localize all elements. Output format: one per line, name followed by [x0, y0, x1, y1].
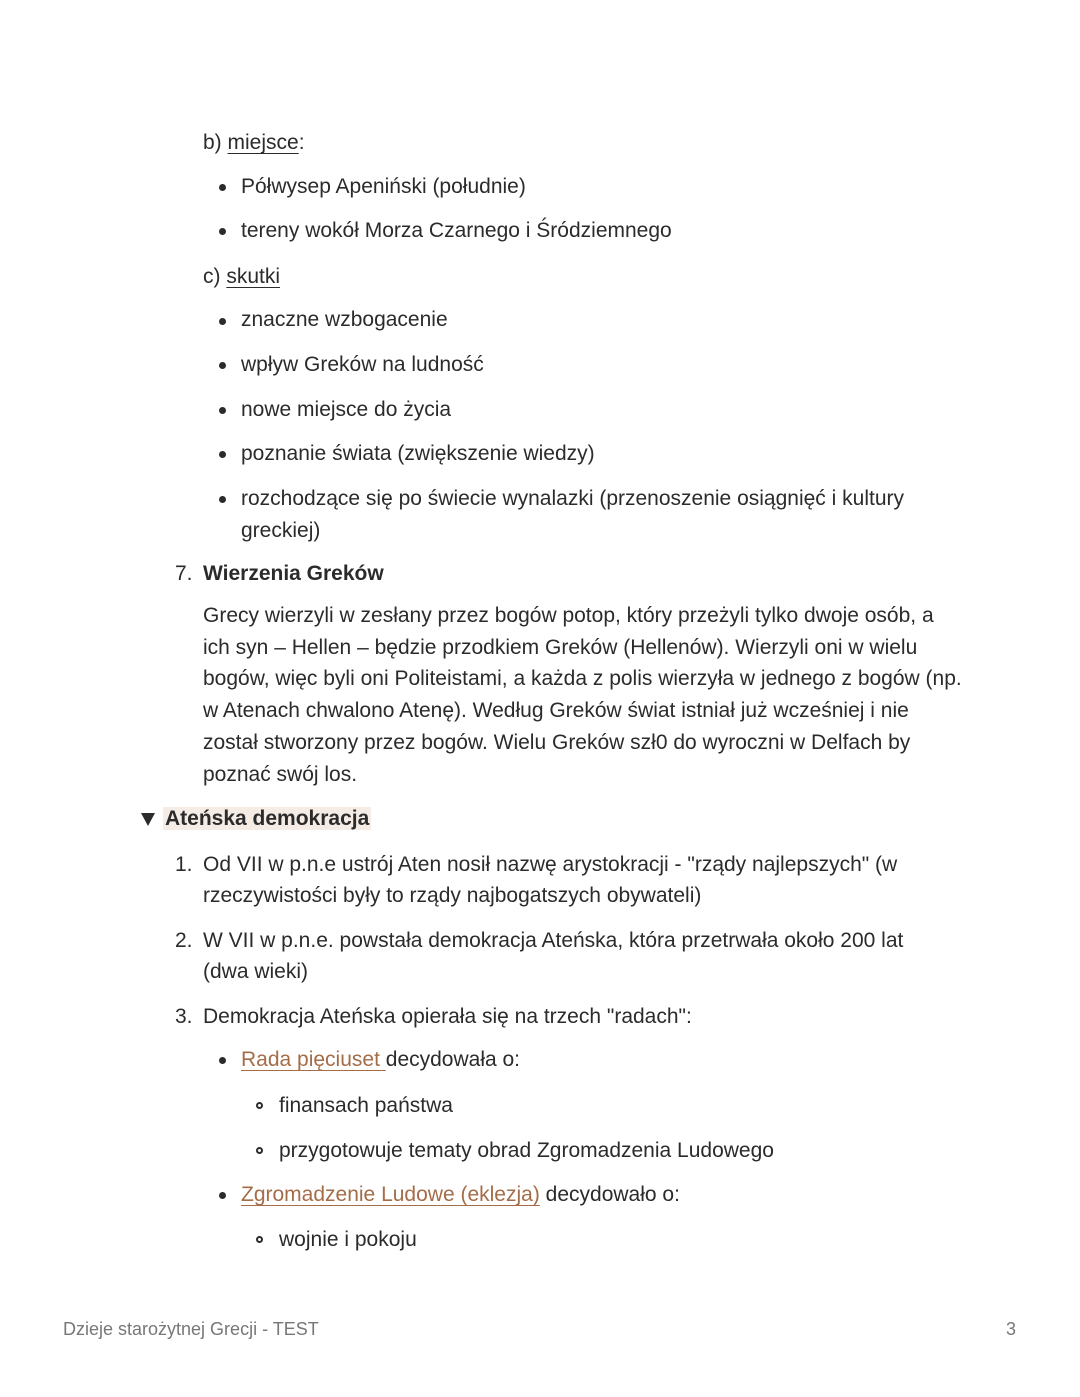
numbered-item-line: W VII w p.n.e. powstała demokracja Ateńska, która przetrwała około 200 lat	[203, 929, 904, 952]
bullet-icon	[219, 451, 226, 458]
list-item: wpływ Greków na ludność	[241, 353, 484, 376]
section-b-label: miejsce	[227, 131, 299, 154]
numbered-item-number: 2.	[175, 929, 193, 952]
item-7-title: Wierzenia Greków	[203, 562, 384, 585]
list-item: poznanie świata (zwiększenie wiedzy)	[241, 442, 595, 465]
toggle-heading[interactable]	[163, 803, 371, 835]
numbered-item-line: Od VII w p.n.e ustrój Aten nosił nazwę arystokracji - "rządy najlepszych" (w	[203, 853, 898, 876]
section-c-prefix: c)	[203, 265, 227, 288]
zgromadzenie-link[interactable]: Zgromadzenie Ludowe (eklezja)	[241, 1183, 540, 1206]
list-item: Półwysep Apeniński (południe)	[241, 175, 526, 198]
list-item: znaczne wzbogacenie	[241, 308, 448, 331]
section-c-heading	[203, 261, 280, 293]
toggle-title: Ateńska demokracja	[165, 807, 370, 830]
page-number: 3	[1006, 1319, 1017, 1339]
bullet-icon	[219, 496, 226, 503]
section-b-heading	[203, 127, 305, 159]
numbered-item-line: Demokracja Ateńska opierała się na trzech "radach":	[203, 1005, 692, 1028]
toggle-triangle-icon[interactable]	[141, 813, 155, 826]
bullet-icon	[219, 407, 226, 414]
numbered-item-number: 1.	[175, 853, 193, 876]
list-item: rozchodzące się po świecie wynalazki (przenoszenie osiągnięć i kultury	[241, 487, 904, 510]
numbered-item-line: rzeczywistości były to rządy najbogatszych obywateli)	[203, 884, 702, 907]
list-item-continuation: greckiej)	[241, 519, 321, 542]
section-b-suffix: :	[298, 131, 305, 154]
zgromadzenie-text: decydowało o:	[539, 1183, 680, 1206]
footer-title: Dzieje starożytnej Grecji - TEST	[63, 1319, 319, 1339]
bullet-icon	[219, 184, 226, 191]
sub-list-item: wojnie i pokoju	[279, 1228, 417, 1251]
bullet-icon	[219, 1192, 226, 1199]
bullet-icon	[219, 1057, 226, 1064]
item-7-number: 7.	[175, 562, 193, 585]
section-b-prefix: b)	[203, 131, 228, 154]
bullet-icon	[219, 318, 226, 325]
numbered-item-number: 3.	[175, 1005, 193, 1028]
rada-item	[241, 1044, 520, 1076]
sub-list-item: przygotowuje tematy obrad Zgromadzenia Ludowego	[279, 1139, 774, 1162]
numbered-item-line: (dwa wieki)	[203, 960, 309, 983]
zgromadzenie-item	[241, 1179, 680, 1211]
bullet-icon	[219, 362, 226, 369]
rada-link[interactable]: Rada pięciuset	[241, 1048, 386, 1071]
list-item: nowe miejsce do życia	[241, 398, 452, 421]
bullet-icon	[219, 228, 226, 235]
list-item: tereny wokół Morza Czarnego i Śródziemnego	[241, 219, 672, 242]
sub-list-item: finansach państwa	[279, 1094, 453, 1117]
rada-text: decydowała o:	[385, 1048, 521, 1071]
section-c-label: skutki	[226, 265, 281, 288]
item-7-paragraph: Grecy wierzyli w zesłany przez bogów potop, który przeżyli tylko dwoje osób, a ich syn – Hellen – będzie przodkiem Greków (Hellenów). Wierzyli oni w wielu bogów, więc byli oni Politeistami, a każda z polis wierzyła w jednego z bogów (np. w Atenach chwalono Atenę). Według Greków świat istniał już wcześniej i nie został stworzony przez bogów. Wielu Greków szł0 do wyroczni w Delfach by poznać swój los.	[203, 604, 962, 786]
hollow-bullet-icon	[256, 1147, 263, 1154]
hollow-bullet-icon	[256, 1102, 263, 1109]
hollow-bullet-icon	[256, 1236, 263, 1243]
